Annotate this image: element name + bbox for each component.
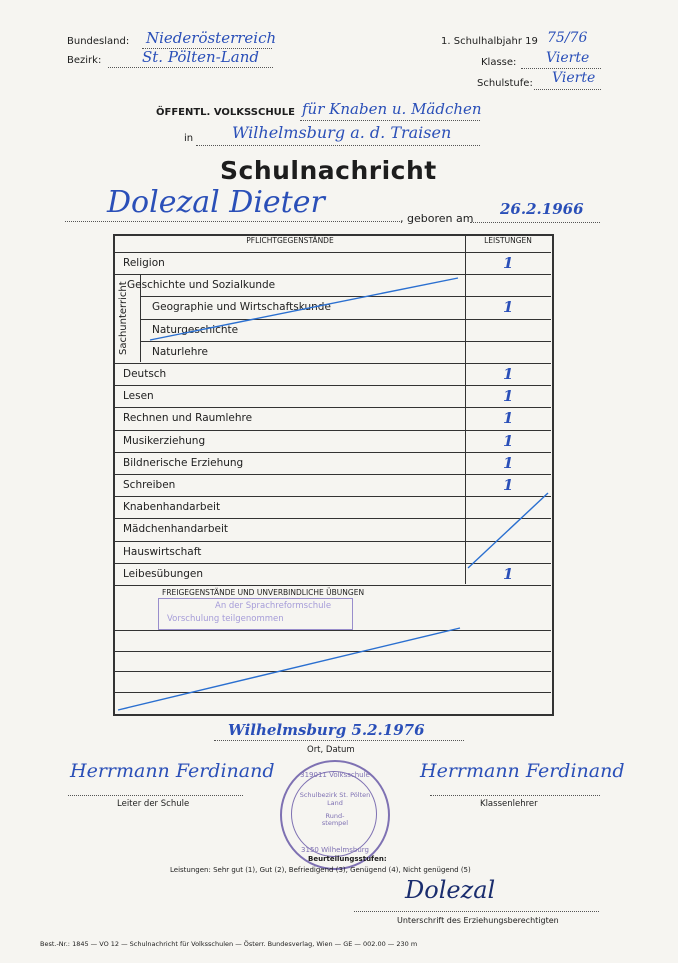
leiter-line	[68, 795, 243, 796]
schulhalbjahr-value: 75/76	[547, 30, 588, 46]
leiter-signature: Herrmann Ferdinand	[70, 760, 275, 782]
student-name: Dolezal Dieter	[107, 185, 325, 220]
guardian-line	[354, 911, 599, 912]
grade-value: 1	[503, 431, 514, 450]
grade-value: 1	[503, 298, 514, 317]
subject-label: Naturgeschichte	[152, 323, 239, 336]
school-in-value: Wilhelmsburg a. d. Traisen	[232, 123, 452, 142]
subject-label: Rechnen und Raumlehre	[123, 412, 253, 425]
grade-value: 1	[503, 453, 514, 472]
klasse-label: Klasse:	[481, 57, 517, 68]
subject-label: Musikerziehung	[123, 434, 206, 447]
subject-label: Geschichte und Sozialkunde	[127, 279, 276, 292]
born-value: 26.2.1966	[500, 200, 584, 218]
subject-label: Leibesübungen	[123, 567, 204, 580]
guardian-signature: Dolezal	[405, 876, 496, 904]
school-type-label: ÖFFENTL. VOLKSSCHULE	[156, 107, 296, 118]
bezirk-label: Bezirk:	[67, 55, 102, 66]
grades-header: LEISTUNGEN	[484, 236, 532, 245]
handarbeit-strike-line	[468, 493, 548, 568]
bundesland-label: Bundesland:	[67, 36, 130, 47]
school-type-value: für Knaben u. Mädchen	[302, 100, 482, 118]
grade-value: 1	[503, 365, 514, 383]
grade-value: 1	[503, 409, 514, 428]
seal-center-text: Rund- stempel	[321, 812, 349, 828]
seal-middle-text: Schulbezirk St. Pölten Land	[299, 791, 371, 807]
guardian-label: Unterschrift des Erziehungsberechtigten	[397, 916, 559, 925]
born-label: , geboren am	[400, 212, 474, 225]
subject-label: Bildnerische Erziehung	[123, 456, 244, 469]
leiter-label: Leiter der Schule	[117, 799, 190, 809]
subject-label: Mädchenhandarbeit	[123, 523, 229, 536]
place-date-line	[214, 740, 464, 741]
participation-stamp-line2: Vorschulung teilgenommen	[167, 614, 284, 624]
school-in-label: in	[184, 133, 194, 144]
subject-label: Schreiben	[123, 479, 176, 491]
sachunterricht-label: Sachunterricht	[118, 281, 129, 355]
schulhalbjahr-label: 1. Schulhalbjahr 19	[441, 36, 538, 47]
grade-value: 1	[503, 254, 514, 272]
school-seal	[280, 760, 390, 870]
grades-scale: Leistungen: Sehr gut (1), Gut (2), Befriedigend (3), Genügend (4), Nicht genügend (5)	[170, 866, 471, 874]
klasse-value: Vierte	[546, 50, 590, 66]
grade-value: 1	[503, 387, 514, 406]
optional-strike-line	[118, 628, 460, 710]
grade-value: 1	[503, 476, 514, 494]
document-title: Schulnachricht	[220, 156, 437, 185]
seal-top-text: 319011 Volksschule	[300, 771, 370, 779]
participation-stamp-line1: An der Sprachreformschule	[215, 601, 332, 611]
subject-label: Lesen	[123, 390, 154, 403]
subject-label: Naturlehre	[152, 345, 208, 358]
schulstufe-value: Vierte	[552, 70, 596, 86]
place-date-label: Ort, Datum	[307, 745, 355, 755]
place-date-value: Wilhelmsburg 5.2.1976	[228, 721, 425, 739]
klassenlehrer-signature: Herrmann Ferdinand	[420, 760, 625, 782]
schulstufe-label: Schulstufe:	[477, 78, 533, 89]
subject-label: Knabenhandarbeit	[123, 501, 221, 514]
subject-label: Hauswirtschaft	[123, 545, 202, 558]
subject-label: Religion	[123, 257, 165, 269]
grades-scale-title: Beurteilungsstufen:	[308, 855, 387, 863]
subject-label: Deutsch	[123, 368, 167, 380]
subject-label: Geographie und Wirtschaftskunde	[152, 301, 331, 314]
klassenlehrer-line	[430, 795, 600, 796]
sachunterricht-strike-line	[150, 278, 458, 340]
bundesland-value: Niederösterreich	[146, 29, 277, 47]
klassenlehrer-label: Klassenlehrer	[480, 799, 538, 809]
grade-value: 1	[503, 564, 514, 583]
optional-header: FREIGEGENSTÄNDE UND UNVERBINDLICHE ÜBUNGEN	[162, 588, 365, 597]
subjects-header: PFLICHTGEGENSTÄNDE	[246, 236, 334, 245]
bezirk-value: St. Pölten-Land	[142, 48, 259, 66]
imprint: Best.-Nr.: 1845 — VO 12 — Schulnachricht für Volksschulen — Österr. Bundesverlag, Wien — GE — 002.00 — 230 m	[40, 940, 418, 948]
seal-bottom-text: 3150 Wilhelmsburg	[301, 846, 369, 854]
